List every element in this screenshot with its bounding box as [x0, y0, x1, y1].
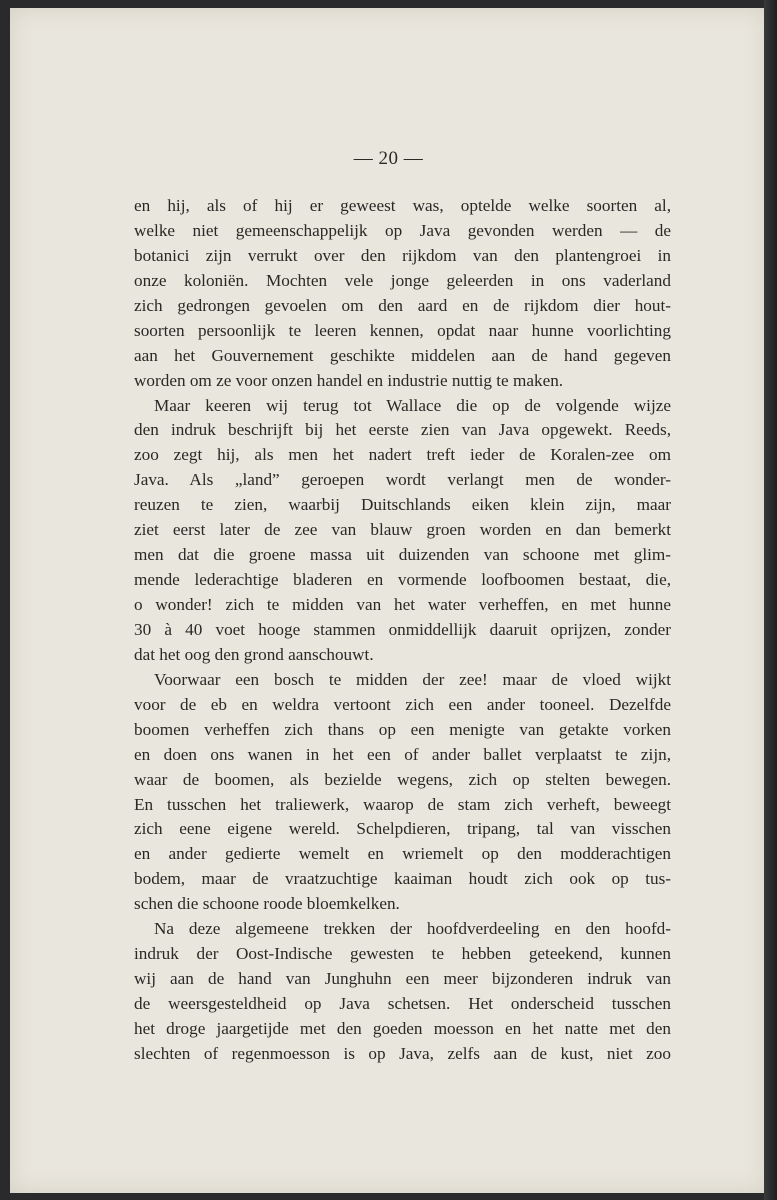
- text-line: ziet eerst later de zee van blauw groen worden en dan bemerkt: [134, 520, 671, 540]
- text-line: zich eene eigene wereld. Schelpdieren, tripang, tal van visschen: [134, 819, 671, 839]
- text-line: slechten of regenmoesson is op Java, zelfs aan de kust, niet zoo: [134, 1043, 671, 1063]
- text-line: mende lederachtige bladeren en vormende loofboomen bestaat, die,: [134, 570, 671, 590]
- text-line: en ander gedierte wemelt en wriemelt op den modderachtigen: [134, 844, 671, 864]
- text-line: soorten persoonlijk te leeren kennen, opdat naar hunne voorlichting: [134, 320, 671, 340]
- text-line: wij aan de hand van Junghuhn een meer bijzonderen indruk van: [134, 969, 671, 989]
- page-number: — 20 —: [353, 148, 424, 169]
- text-line: zoo zegt hij, als men het nadert treft ieder de Koralen-zee om: [134, 445, 671, 465]
- text-line: waar de boomen, als bezielde wegens, zich op stelten bewegen.: [134, 769, 671, 789]
- text-line: de weersgesteldheid op Java schetsen. Het onderscheid tusschen: [134, 994, 671, 1013]
- text-line: Maar keeren wij terug tot Wallace die op de volgende wijze: [154, 395, 671, 415]
- text-line: men dat die groene massa uit duizenden van schoone met glim-: [134, 545, 671, 565]
- text-line: worden om ze voor onzen handel en industrie nuttig te maken.: [134, 370, 564, 390]
- text-line: En tusschen het traliewerk, waarop de stam zich verheft, beweegt: [134, 794, 671, 814]
- text-line: zich gedrongen gevoelen om den aard en de rijkdom dier hout-: [134, 295, 671, 315]
- text-line: welke niet gemeenschappelijk op Java gevonden werden — de: [134, 220, 671, 240]
- text-line: schen die schoone roode bloemkelken.: [134, 894, 400, 914]
- text-line: en hij, als of hij er geweest was, optelde welke soorten al,: [134, 196, 671, 215]
- text-line: reuzen te zien, waarbij Duitschlands eiken klein zijn, maar: [134, 495, 671, 515]
- text-line: dat het oog den grond aanschouwt.: [134, 644, 374, 664]
- text-line: aan het Gouvernement geschikte middelen aan de hand gegeven: [134, 345, 671, 365]
- text-line: indruk der Oost-Indische gewesten te hebben geteekend, kunnen: [134, 944, 671, 964]
- page-edge: [764, 0, 777, 1200]
- text-line: voor de eb en weldra vertoont zich een ander tooneel. Dezelfde: [134, 694, 671, 714]
- text-line: en doen ons wanen in het een of ander ballet verplaatst te zijn,: [134, 744, 671, 764]
- body-text: [134, 194, 671, 1067]
- text-line: botanici zijn verrukt over den rijkdom van den plantengroei in: [134, 245, 671, 265]
- text-line: Na deze algemeene trekken der hoofdverdeeling en den hoofd-: [154, 919, 671, 939]
- text-line: Java. Als „land” geroepen wordt verlangt men de wonder-: [134, 470, 671, 490]
- text-line: Voorwaar een bosch te midden der zee! maar de vloed wijkt: [154, 669, 671, 689]
- text-line: bodem, maar de vraatzuchtige kaaiman houdt zich ook op tus-: [134, 869, 671, 889]
- text-line: den indruk beschrijft bij het eerste zien van Java opgewekt. Reeds,: [134, 420, 671, 440]
- text-line: onze koloniën. Mochten vele jonge geleerden in ons vaderland: [134, 270, 671, 290]
- text-line: o wonder! zich te midden van het water verheffen, en met hunne: [134, 595, 671, 614]
- text-line: boomen verheffen zich thans op een menigte van getakte vorken: [134, 719, 671, 739]
- text-line: 30 à 40 voet hooge stammen onmiddellijk daaruit oprijzen, zonder: [134, 619, 671, 639]
- text-line: het droge jaargetijde met den goeden moesson en het natte met den: [134, 1018, 671, 1038]
